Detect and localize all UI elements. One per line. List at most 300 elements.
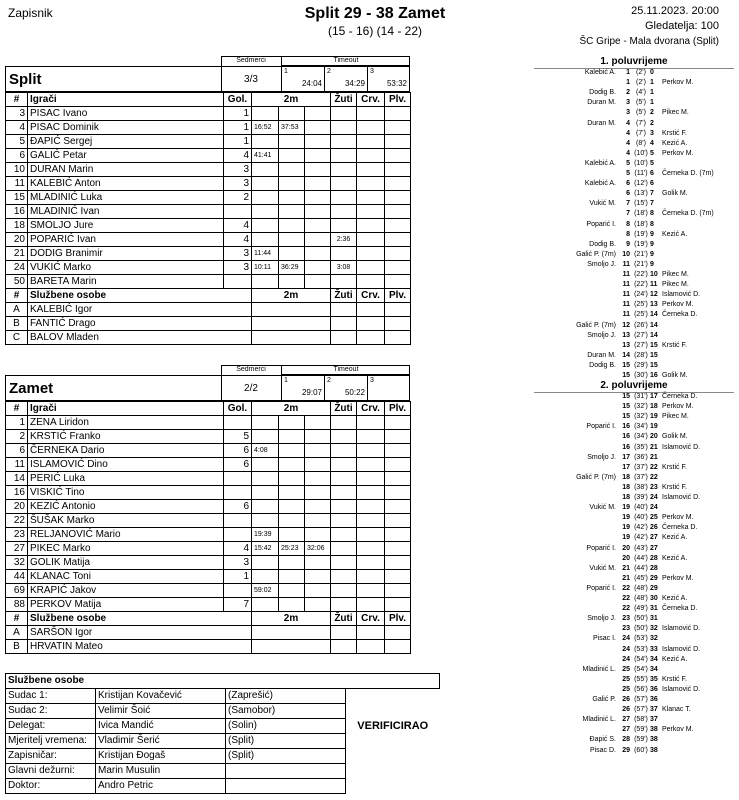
away-scorer: Golik M. xyxy=(662,190,688,198)
player-goals: 4 xyxy=(224,542,252,556)
official-row xyxy=(6,704,440,719)
event-minute: (59') xyxy=(634,736,648,744)
score-event xyxy=(534,169,734,179)
home-score: 16 xyxy=(622,443,630,451)
home-score: 27 xyxy=(622,726,630,734)
away-score: 4 xyxy=(650,139,654,147)
score-event xyxy=(534,634,734,644)
official-role: Sudac 1: xyxy=(6,689,96,704)
score-event xyxy=(534,453,734,463)
home-score: 5 xyxy=(626,159,630,167)
away-score: 34 xyxy=(650,665,658,673)
away-score: 26 xyxy=(650,524,658,532)
home-score: 3 xyxy=(626,109,630,117)
official-yellow xyxy=(331,626,357,640)
event-minute: (32') xyxy=(634,403,648,411)
player-name: MLADINIĆ Ivan xyxy=(28,205,224,219)
score-event xyxy=(534,149,734,159)
event-minute: (43') xyxy=(634,544,648,552)
player-row xyxy=(6,444,411,458)
team-official-row xyxy=(6,303,411,317)
away-scorer: Klanac T. xyxy=(662,706,691,714)
away-score: 8 xyxy=(650,210,654,218)
away-score: 32 xyxy=(650,635,658,643)
home-score: 19 xyxy=(622,514,630,522)
home-score: 19 xyxy=(622,504,630,512)
halftime-scores: (15 - 16) (14 - 22) xyxy=(327,24,423,38)
player-red xyxy=(357,416,385,430)
player-suspension-2 xyxy=(279,458,305,472)
away-score: 18 xyxy=(650,403,658,411)
official-twomin xyxy=(252,640,331,654)
player-suspension-3 xyxy=(305,584,331,598)
player-yellow xyxy=(331,107,357,121)
player-suspension-3 xyxy=(305,233,331,247)
home-score: 24 xyxy=(622,645,630,653)
event-minute: (11') xyxy=(634,170,648,177)
player-red xyxy=(357,163,385,177)
player-blue xyxy=(385,542,411,556)
player-red xyxy=(357,233,385,247)
timeout-box xyxy=(281,365,410,375)
player-name: DURAN Marin xyxy=(28,163,224,177)
away-score: 30 xyxy=(650,595,658,602)
official-twomin xyxy=(252,317,331,331)
spectators: Gledatelja: 100 xyxy=(645,20,719,32)
sedmerci-box xyxy=(221,56,282,92)
score-event xyxy=(534,422,734,432)
player-row xyxy=(6,584,411,598)
score-event xyxy=(534,725,734,735)
score-event xyxy=(534,614,734,624)
home-scorer: Smoljo J. xyxy=(587,260,616,268)
player-suspension-1: 11:44 xyxy=(252,247,279,261)
away-score: 15 xyxy=(650,361,658,369)
away-scorer: Krstić F. xyxy=(662,341,687,349)
official-red xyxy=(357,626,385,640)
official-role: Sudac 2: xyxy=(6,704,96,719)
home-score: 22 xyxy=(622,605,630,613)
score-event xyxy=(534,432,734,442)
official-code: A xyxy=(6,626,28,640)
player-suspension-1: 10:11 xyxy=(252,261,279,275)
event-minute: (38') xyxy=(634,483,648,491)
score-event xyxy=(534,705,734,715)
team-official-row xyxy=(6,640,411,654)
away-score: 6 xyxy=(650,170,654,177)
home-scorer: Pisac D. xyxy=(589,746,616,754)
official-role: Glavni dežurni: xyxy=(6,764,96,779)
score-event xyxy=(534,361,734,371)
player-number: 4 xyxy=(6,121,28,135)
player-suspension-3 xyxy=(305,500,331,514)
away-scorer: Perkov M. xyxy=(662,79,694,87)
player-blue xyxy=(385,598,411,612)
player-suspension-3 xyxy=(305,135,331,149)
event-minute: (27') xyxy=(634,331,648,339)
home-score: 22 xyxy=(622,595,630,602)
player-yellow xyxy=(331,219,357,233)
sedmerci-value: 2/2 xyxy=(244,383,258,394)
event-minute: (31') xyxy=(634,393,648,400)
event-minute: (37') xyxy=(634,463,648,471)
official-row xyxy=(6,689,440,704)
player-yellow xyxy=(331,416,357,430)
home-scorer: Dodig B. xyxy=(589,361,616,369)
event-minute: (49') xyxy=(634,605,648,613)
score-event xyxy=(534,321,734,331)
player-blue xyxy=(385,514,411,528)
home-score: 25 xyxy=(622,665,630,673)
official-blue xyxy=(385,331,411,345)
player-blue xyxy=(385,163,411,177)
away-score: 3 xyxy=(650,129,654,137)
col-twomin: 2m xyxy=(252,612,331,626)
away-scorer: Černeka D. (7m) xyxy=(662,210,714,218)
event-minute: (30') xyxy=(634,372,648,379)
player-red xyxy=(357,444,385,458)
home-score: 26 xyxy=(622,706,630,714)
away-scorer: Perkov M. xyxy=(662,514,694,522)
away-score: 14 xyxy=(650,331,658,339)
player-red xyxy=(357,107,385,121)
away-score: 24 xyxy=(650,504,658,512)
player-row xyxy=(6,149,411,163)
event-minute: (24') xyxy=(634,291,648,299)
event-minute: (26') xyxy=(634,321,648,329)
player-number: 5 xyxy=(6,135,28,149)
player-row xyxy=(6,191,411,205)
player-row xyxy=(6,472,411,486)
player-suspension-1 xyxy=(252,191,279,205)
away-score: 31 xyxy=(650,615,658,623)
away-score: 15 xyxy=(650,351,658,359)
away-score: 37 xyxy=(650,716,658,724)
player-red xyxy=(357,584,385,598)
official-person: Marin Musulin xyxy=(96,764,226,779)
score-event xyxy=(534,473,734,483)
player-goals: 1 xyxy=(224,107,252,121)
home-score: 29 xyxy=(622,746,630,754)
away-scorer: Kezić A. xyxy=(662,534,688,542)
event-minute: (4') xyxy=(636,89,646,97)
player-name: ISLAMOVIĆ Dino xyxy=(28,458,224,472)
player-goals: 4 xyxy=(224,233,252,247)
event-minute: (45') xyxy=(634,574,648,582)
event-minute: (21') xyxy=(634,260,648,268)
player-goals: 6 xyxy=(224,458,252,472)
home-score: 8 xyxy=(626,230,630,238)
score-event xyxy=(534,351,734,361)
official-note xyxy=(346,734,440,749)
away-scorer: Perkov M. xyxy=(662,726,694,734)
home-scorer: Poparić I. xyxy=(586,423,616,431)
player-yellow xyxy=(331,191,357,205)
home-score: 14 xyxy=(622,351,630,359)
event-minute: (48') xyxy=(634,584,648,592)
player-yellow xyxy=(331,430,357,444)
player-red xyxy=(357,570,385,584)
player-yellow xyxy=(331,177,357,191)
score-event xyxy=(534,68,734,78)
player-blue xyxy=(385,416,411,430)
players-table xyxy=(5,92,411,345)
player-suspension-1 xyxy=(252,472,279,486)
player-goals: 1 xyxy=(224,570,252,584)
event-minute: (22') xyxy=(634,271,648,278)
event-minute: (7') xyxy=(636,119,646,127)
player-blue xyxy=(385,233,411,247)
officials-title: Službene osobe xyxy=(6,674,440,689)
timeout-box xyxy=(281,56,410,66)
score-event xyxy=(534,564,734,574)
player-suspension-3 xyxy=(305,219,331,233)
official-person: Vladimir Šerić xyxy=(96,734,226,749)
event-minute: (58') xyxy=(634,716,648,724)
away-score: 33 xyxy=(650,645,658,653)
player-suspension-1 xyxy=(252,163,279,177)
score-event xyxy=(534,129,734,139)
player-row xyxy=(6,107,411,121)
player-suspension-2 xyxy=(279,275,305,289)
event-minute: (5') xyxy=(636,99,646,107)
event-minute: (32') xyxy=(634,413,648,421)
home-score: 25 xyxy=(622,685,630,693)
timeout-slot xyxy=(367,375,410,401)
player-name: PISAC Dominik xyxy=(28,121,224,135)
home-score: 20 xyxy=(622,554,630,562)
player-suspension-2: 25:23 xyxy=(279,542,305,556)
player-suspension-3 xyxy=(305,275,331,289)
event-minute: (18') xyxy=(634,210,648,218)
official-place xyxy=(226,764,346,779)
official-role: Delegat: xyxy=(6,719,96,734)
player-name: KLANAC Toni xyxy=(28,570,224,584)
score-event xyxy=(534,594,734,604)
col-num: # xyxy=(6,612,28,626)
player-blue xyxy=(385,135,411,149)
timeout-label: Timeout xyxy=(333,366,359,373)
home-scorer: Smoljo J. xyxy=(587,331,616,339)
home-scorer: Kalebić A. xyxy=(584,180,616,188)
player-goals: 1 xyxy=(224,121,252,135)
official-person: Kristijan Đogaš xyxy=(96,749,226,764)
player-number: 6 xyxy=(6,444,28,458)
home-score: 23 xyxy=(622,615,630,623)
official-code: B xyxy=(6,640,28,654)
home-score: 19 xyxy=(622,534,630,542)
player-suspension-1 xyxy=(252,570,279,584)
score-event xyxy=(534,624,734,634)
away-score: 34 xyxy=(650,655,658,663)
home-scorer: Dodig B. xyxy=(589,240,616,248)
home-score: 15 xyxy=(622,372,630,379)
team-officials-header xyxy=(6,612,411,626)
away-scorer: Černeka D. (7m) xyxy=(662,170,714,177)
away-score: 20 xyxy=(650,433,658,441)
official-name: FANTIĆ Drago xyxy=(28,317,252,331)
verified-stamp: VERIFICIRAO xyxy=(357,720,429,732)
player-row xyxy=(6,542,411,556)
score-event xyxy=(534,260,734,270)
col-yellow: Žuti xyxy=(331,402,357,416)
away-score: 25 xyxy=(650,514,658,522)
player-yellow xyxy=(331,458,357,472)
official-note xyxy=(346,689,440,704)
timeout-slot xyxy=(367,66,410,92)
away-score: 19 xyxy=(650,413,658,421)
away-scorer: Kezić A. xyxy=(662,655,688,663)
player-name: KRAPIĆ Jakov xyxy=(28,584,224,598)
home-score: 15 xyxy=(622,403,630,411)
score-event xyxy=(534,483,734,493)
away-scorer: Krstić F. xyxy=(662,675,687,683)
home-scorer: Galić P. (7m) xyxy=(576,321,616,329)
player-blue xyxy=(385,275,411,289)
player-red xyxy=(357,205,385,219)
timeout-time: 50:22 xyxy=(344,388,365,397)
player-blue xyxy=(385,444,411,458)
home-scorer: Kalebić A. xyxy=(584,69,616,76)
player-suspension-3 xyxy=(305,163,331,177)
away-score: 36 xyxy=(650,685,658,693)
player-suspension-2 xyxy=(279,191,305,205)
player-number: 6 xyxy=(6,149,28,163)
score-event xyxy=(534,392,734,402)
player-goals: 4 xyxy=(224,219,252,233)
event-minute: (39') xyxy=(634,494,648,501)
timeout-label: Timeout xyxy=(333,57,359,64)
score-event xyxy=(534,341,734,351)
score-event xyxy=(534,443,734,453)
away-scorer: Kezić A. xyxy=(662,230,688,238)
player-goals: 7 xyxy=(224,598,252,612)
home-score: 1 xyxy=(626,79,630,87)
player-blue xyxy=(385,205,411,219)
official-row xyxy=(6,734,440,749)
away-score: 13 xyxy=(650,301,658,309)
away-score: 22 xyxy=(650,473,658,481)
match-title: Split 29 - 38 Zamet xyxy=(304,5,446,22)
sedmerci-value: 3/3 xyxy=(244,74,258,85)
timeout-time: 34:29 xyxy=(344,79,365,88)
away-score: 28 xyxy=(650,554,658,562)
event-minute: (50') xyxy=(634,615,648,623)
player-suspension-3 xyxy=(305,247,331,261)
player-suspension-3 xyxy=(305,416,331,430)
player-number: 16 xyxy=(6,205,28,219)
player-red xyxy=(357,556,385,570)
player-suspension-2 xyxy=(279,584,305,598)
score-event xyxy=(534,463,734,473)
score-event xyxy=(534,290,734,300)
player-suspension-3 xyxy=(305,528,331,542)
player-blue xyxy=(385,584,411,598)
player-red xyxy=(357,500,385,514)
timeout-number: 1 xyxy=(284,68,288,75)
away-score: 15 xyxy=(650,341,658,349)
away-score: 7 xyxy=(650,200,654,208)
player-number: 44 xyxy=(6,570,28,584)
player-blue xyxy=(385,430,411,444)
player-suspension-1 xyxy=(252,233,279,247)
home-score: 13 xyxy=(622,341,630,349)
team-official-row xyxy=(6,331,411,345)
official-yellow xyxy=(331,317,357,331)
player-goals xyxy=(224,275,252,289)
player-suspension-1: 59:02 xyxy=(252,584,279,598)
player-number: 11 xyxy=(6,458,28,472)
score-event xyxy=(534,544,734,554)
player-yellow xyxy=(331,570,357,584)
player-number: 22 xyxy=(6,514,28,528)
home-scorer: Mladinić L. xyxy=(582,716,616,724)
event-minute: (37') xyxy=(634,473,648,481)
player-name: SMOLJO Jure xyxy=(28,219,224,233)
sedmerci-box xyxy=(221,365,282,401)
score-event xyxy=(534,665,734,675)
player-suspension-2 xyxy=(279,430,305,444)
away-score: 6 xyxy=(650,180,654,188)
official-person: Kristijan Kovačević xyxy=(96,689,226,704)
official-note xyxy=(346,704,440,719)
event-minute: (19') xyxy=(634,230,648,238)
home-score: 4 xyxy=(626,139,630,147)
home-score: 22 xyxy=(622,584,630,592)
official-code: C xyxy=(6,331,28,345)
official-place xyxy=(226,779,346,794)
player-suspension-3 xyxy=(305,121,331,135)
player-red xyxy=(357,458,385,472)
away-score: 21 xyxy=(650,453,658,461)
player-name: VUKIĆ Marko xyxy=(28,261,224,275)
home-score: 17 xyxy=(622,453,630,461)
home-score: 11 xyxy=(622,291,630,299)
player-red xyxy=(357,149,385,163)
away-scorer: Černeka D. xyxy=(662,311,698,319)
home-score: 23 xyxy=(622,625,630,633)
official-blue xyxy=(385,626,411,640)
col-blue: Plv. xyxy=(385,289,411,303)
player-blue xyxy=(385,458,411,472)
player-suspension-1 xyxy=(252,177,279,191)
player-suspension-2 xyxy=(279,514,305,528)
player-number: 14 xyxy=(6,472,28,486)
player-row xyxy=(6,430,411,444)
event-minute: (7') xyxy=(636,129,646,137)
player-suspension-2 xyxy=(279,472,305,486)
home-scorer: Galić P. (7m) xyxy=(576,250,616,258)
player-red xyxy=(357,528,385,542)
away-score: 29 xyxy=(650,584,658,592)
home-scorer: Poparić I. xyxy=(586,220,616,228)
official-red xyxy=(357,303,385,317)
player-name: MLADINIĆ Luka xyxy=(28,191,224,205)
away-score: 7 xyxy=(650,190,654,198)
player-suspension-2 xyxy=(279,163,305,177)
official-person: Velimir Šoić xyxy=(96,704,226,719)
official-role: Mjeritelj vremena: xyxy=(6,734,96,749)
home-score: 15 xyxy=(622,361,630,369)
home-score: 4 xyxy=(626,149,630,157)
away-score: 1 xyxy=(650,99,654,107)
col-red: Crv. xyxy=(357,612,385,626)
col-goals: Gol. xyxy=(224,402,252,416)
first-half-heading: 1. poluvrijeme xyxy=(600,56,668,67)
event-minute: (57') xyxy=(634,696,648,703)
away-score: 9 xyxy=(650,230,654,238)
home-scorer: Kalebić A. xyxy=(584,159,616,167)
